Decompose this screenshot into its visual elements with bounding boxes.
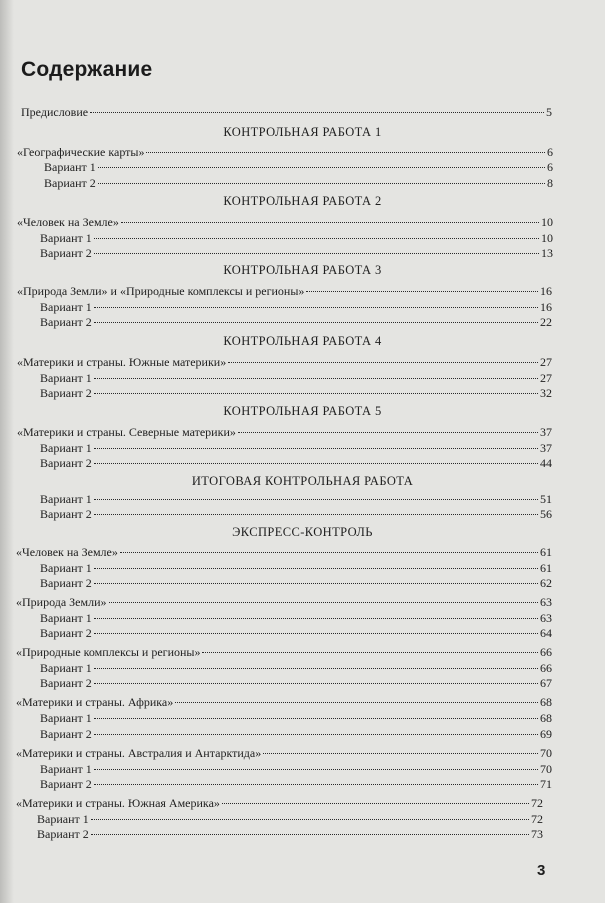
leader-dots (222, 803, 529, 804)
toc-entry-label: Вариант 2 (44, 176, 96, 190)
leader-dots (94, 307, 538, 308)
toc-entry-label: «Природа Земли» (16, 595, 107, 609)
leader-dots (263, 753, 538, 754)
leader-dots (98, 183, 545, 184)
toc-entry-topic[interactable] (17, 355, 552, 369)
leader-dots (175, 702, 538, 703)
leader-dots (94, 378, 538, 379)
leader-dots (94, 448, 538, 449)
toc-page-number: 71 (540, 777, 552, 791)
toc-entry-topic[interactable] (16, 545, 552, 559)
toc-entry-topic[interactable] (16, 796, 543, 810)
toc-page-number: 8 (547, 176, 553, 190)
toc-entry-label: «Материки и страны. Австралия и Антарктида» (16, 746, 262, 760)
toc-entry-label: «Материки и страны. Северные материки» (17, 425, 236, 439)
toc-page-number: 27 (540, 355, 552, 369)
leader-dots (94, 238, 539, 239)
toc-page-number: 37 (540, 441, 552, 455)
toc-page-number: 68 (540, 711, 552, 725)
toc-page-number: 56 (540, 507, 552, 521)
toc-page-number: 44 (540, 456, 552, 470)
leader-dots (98, 167, 545, 168)
toc-page-number: 5 (546, 105, 552, 119)
toc-entry-variant[interactable] (40, 456, 552, 470)
toc-page-number: 70 (540, 762, 552, 776)
toc-entry-variant[interactable] (40, 611, 552, 625)
toc-page-number: 51 (540, 492, 552, 506)
toc-entry-label: «Материки и страны. Южные материки» (17, 355, 227, 369)
toc-page-number: 64 (540, 626, 552, 640)
toc-entry-variant[interactable] (40, 777, 552, 791)
toc-entry-label: Вариант 1 (40, 231, 92, 245)
toc-entry-variant[interactable] (40, 246, 553, 260)
toc-entry-label: «Природные комплексы и регионы» (16, 645, 201, 659)
toc-page-number: 6 (547, 145, 553, 159)
toc-entry-variant[interactable] (40, 507, 552, 521)
leader-dots (94, 463, 538, 464)
toc-page-number: 67 (540, 676, 552, 690)
toc-entry-label: «Географические карты» (17, 145, 145, 159)
toc-entry-label: Вариант 2 (37, 827, 89, 841)
toc-entry-variant[interactable] (37, 827, 543, 841)
toc-page-number: 27 (540, 371, 552, 385)
toc-entry-label: Вариант 2 (40, 676, 92, 690)
toc-entry-preface[interactable] (21, 105, 552, 119)
leader-dots (91, 834, 529, 835)
toc-entry-label: Вариант 1 (40, 441, 92, 455)
page-title: Содержание (21, 58, 153, 81)
toc-entry-label: Вариант 1 (40, 762, 92, 776)
toc-entry-variant[interactable] (40, 661, 552, 675)
toc-page-number: 32 (540, 386, 552, 400)
toc-entry-label: Предисловие (21, 105, 89, 119)
section-heading-final: ИТОГОВАЯ КОНТРОЛЬНАЯ РАБОТА (191, 474, 414, 488)
leader-dots (94, 322, 538, 323)
toc-page-number: 70 (540, 746, 552, 760)
toc-entry-variant[interactable] (40, 711, 552, 725)
toc-entry-label: Вариант 2 (40, 507, 92, 521)
leader-dots (94, 253, 539, 254)
section-heading-express: ЭКСПРЕСС-КОНТРОЛЬ (232, 525, 373, 539)
leader-dots (202, 652, 538, 653)
toc-entry-variant[interactable] (40, 300, 552, 314)
toc-page-number: 72 (531, 796, 543, 810)
toc-entry-variant[interactable] (44, 176, 553, 190)
toc-entry-topic[interactable] (17, 145, 553, 159)
leader-dots (228, 362, 538, 363)
toc-page-number: 63 (540, 611, 552, 625)
toc-entry-variant[interactable] (40, 561, 552, 575)
toc-entry-topic[interactable] (16, 695, 552, 709)
toc-entry-topic[interactable] (16, 595, 552, 609)
toc-page-number: 13 (541, 246, 553, 260)
toc-entry-topic[interactable] (17, 425, 552, 439)
toc-entry-variant[interactable] (40, 315, 552, 329)
leader-dots (91, 819, 529, 820)
toc-entry-variant[interactable] (44, 160, 553, 174)
toc-entry-label: Вариант 1 (40, 561, 92, 575)
toc-page-number: 16 (540, 300, 552, 314)
toc-entry-label: Вариант 1 (37, 812, 89, 826)
section-heading-cw3: КОНТРОЛЬНАЯ РАБОТА 3 (223, 263, 382, 277)
leader-dots (94, 734, 538, 735)
leader-dots (94, 618, 538, 619)
leader-dots (146, 152, 545, 153)
toc-page-number: 61 (540, 545, 552, 559)
toc-entry-label: Вариант 1 (40, 371, 92, 385)
toc-entry-variant[interactable] (40, 727, 552, 741)
toc-entry-label: Вариант 1 (44, 160, 96, 174)
toc-entry-variant[interactable] (40, 441, 552, 455)
leader-dots (90, 112, 544, 113)
section-heading-cw4: КОНТРОЛЬНАЯ РАБОТА 4 (223, 334, 382, 348)
toc-page-number: 66 (540, 645, 552, 659)
leader-dots (109, 602, 538, 603)
toc-entry-label: «Человек на Земле» (17, 215, 119, 229)
toc-page-number: 37 (540, 425, 552, 439)
section-heading-cw1: КОНТРОЛЬНАЯ РАБОТА 1 (223, 125, 382, 139)
leader-dots (94, 633, 538, 634)
toc-entry-label: «Человек на Земле» (16, 545, 118, 559)
leader-dots (94, 568, 538, 569)
toc-page-number: 10 (541, 215, 553, 229)
toc-entry-label: Вариант 1 (40, 492, 92, 506)
toc-entry-variant[interactable] (37, 812, 543, 826)
toc-entry-topic[interactable] (17, 284, 552, 298)
leader-dots (94, 784, 538, 785)
leader-dots (94, 769, 538, 770)
leader-dots (94, 683, 538, 684)
toc-entry-label: Вариант 1 (40, 661, 92, 675)
toc-entry-label: Вариант 2 (40, 727, 92, 741)
leader-dots (94, 393, 538, 394)
toc-entry-label: Вариант 2 (40, 456, 92, 470)
toc-entry-label: Вариант 2 (40, 386, 92, 400)
toc-entry-label: «Материки и страны. Африка» (16, 695, 174, 709)
toc-entry-label: «Природа Земли» и «Природные комплексы и регионы» (17, 284, 305, 298)
leader-dots (121, 222, 539, 223)
toc-entry-topic[interactable] (16, 746, 552, 760)
toc-entry-label: Вариант 1 (40, 611, 92, 625)
page-number: 3 (537, 862, 546, 879)
toc-entry-label: Вариант 1 (40, 300, 92, 314)
toc-entry-variant[interactable] (40, 762, 552, 776)
toc-page-number: 62 (540, 576, 552, 590)
toc-entry-variant[interactable] (40, 492, 552, 506)
toc-entry-variant[interactable] (40, 576, 552, 590)
toc-entry-variant[interactable] (40, 371, 552, 385)
toc-entry-variant[interactable] (40, 386, 552, 400)
toc-page-number: 69 (540, 727, 552, 741)
toc-entry-label: Вариант 2 (40, 777, 92, 791)
toc-page-number: 73 (531, 827, 543, 841)
toc-entry-label: Вариант 1 (40, 711, 92, 725)
toc-page-number: 22 (540, 315, 552, 329)
leader-dots (94, 499, 538, 500)
toc-entry-topic[interactable] (16, 645, 552, 659)
toc-entry-label: Вариант 2 (40, 626, 92, 640)
leader-dots (238, 432, 538, 433)
toc-entry-variant[interactable] (40, 676, 552, 690)
leader-dots (306, 291, 538, 292)
leader-dots (94, 668, 538, 669)
leader-dots (120, 552, 538, 553)
toc-page-number: 66 (540, 661, 552, 675)
toc-page-number: 72 (531, 812, 543, 826)
toc-entry-label: Вариант 2 (40, 315, 92, 329)
toc-page-number: 6 (547, 160, 553, 174)
toc-page-number: 63 (540, 595, 552, 609)
toc-page-number: 61 (540, 561, 552, 575)
toc-entry-topic[interactable] (17, 215, 553, 229)
toc-entry-label: Вариант 2 (40, 576, 92, 590)
leader-dots (94, 718, 538, 719)
section-heading-cw2: КОНТРОЛЬНАЯ РАБОТА 2 (223, 194, 382, 208)
toc-page-number: 16 (540, 284, 552, 298)
section-heading-cw5: КОНТРОЛЬНАЯ РАБОТА 5 (223, 404, 382, 418)
toc-entry-variant[interactable] (40, 231, 553, 245)
toc-entry-variant[interactable] (40, 626, 552, 640)
toc-entry-label: «Материки и страны. Южная Америка» (16, 796, 220, 810)
toc-page-number: 10 (541, 231, 553, 245)
leader-dots (94, 514, 538, 515)
toc-page-number: 68 (540, 695, 552, 709)
leader-dots (94, 583, 538, 584)
toc-entry-label: Вариант 2 (40, 246, 92, 260)
